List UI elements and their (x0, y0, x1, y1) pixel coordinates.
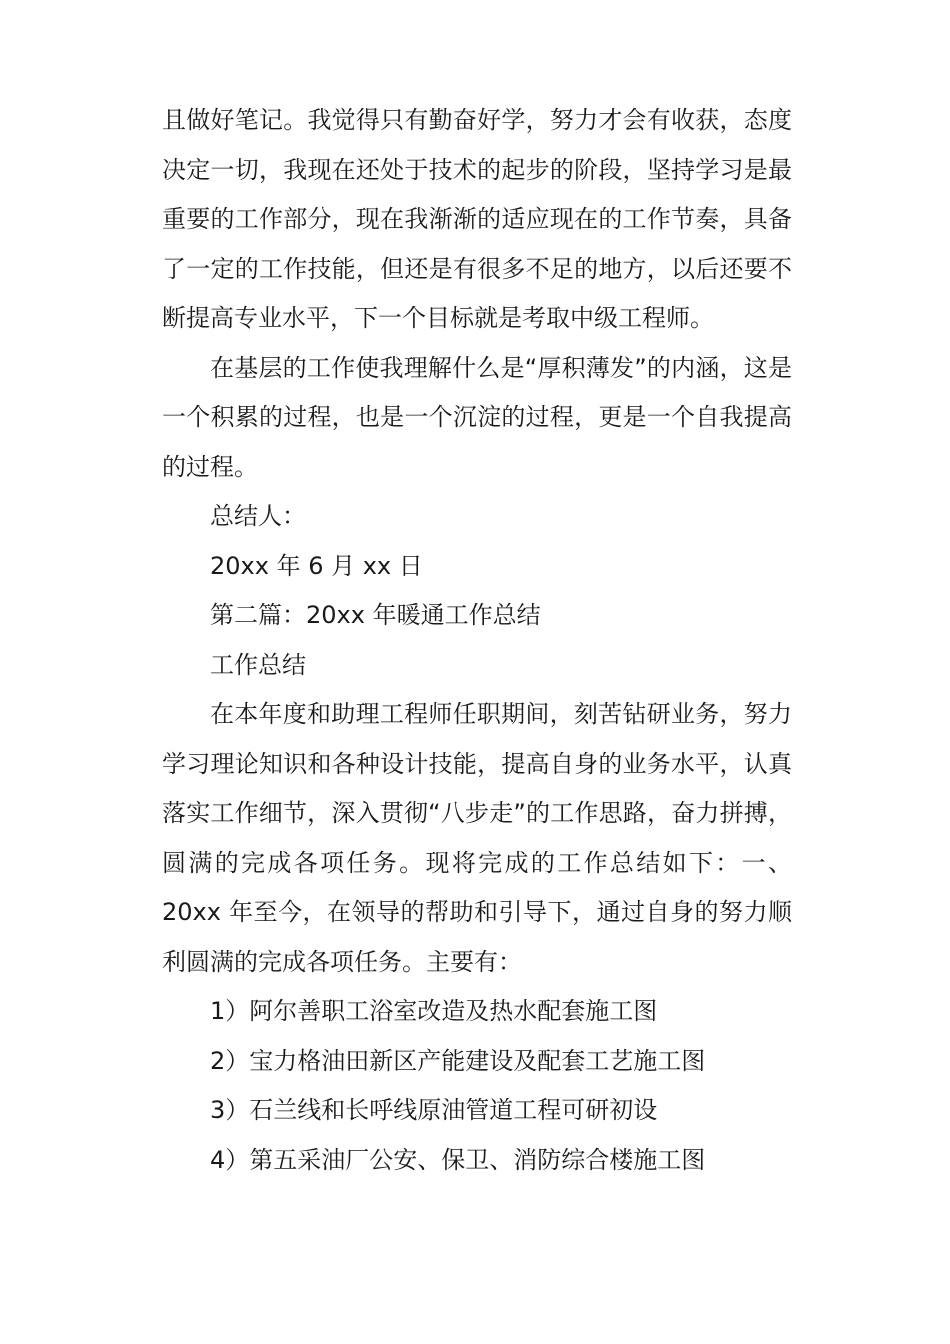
paragraph-grassroots-work: 在基层的工作使我理解什么是“厚积薄发”的内涵，这是一个积累的过程，也是一个沉淀的过程，更是一个自我提高的过程。 (162, 353, 792, 481)
document-body (162, 96, 792, 1185)
list-item-project-1: 1）阿尔善职工浴室改造及热水配套施工图 (210, 997, 658, 1025)
list-item-project-2: 2）宝力格油田新区产能建设及配套工艺施工图 (210, 1046, 706, 1075)
section-heading-work-summary: 工作总结 (210, 650, 306, 679)
summary-author-label: 总结人： (210, 502, 306, 530)
section-title-part-two: 第二篇：20xx 年暖通工作总结 (210, 601, 541, 629)
list-item-project-4: 4）第五采油厂公安、保卫、消防综合楼施工图 (210, 1145, 706, 1174)
list-item-project-3: 3）石兰线和长呼线原油管道工程可研初设 (210, 1096, 658, 1124)
summary-date: 20xx 年 6 月 xx 日 (210, 551, 423, 580)
paragraph-study-notes: 且做好笔记。我觉得只有勤奋好学，努力才会有收获，态度决定一切，我现在还处于技术的起步的阶段，坚持学习是最重要的工作部分，现在我渐渐的适应现在的工作节奏，具备了一定的工作技能，但还是有很多不足的地方，以后还要不断提高专业水平，下一个目标就是考取中级工程师。 (162, 106, 792, 332)
paragraph-annual-work: 在本年度和助理工程师任职期间，刻苦钻研业务，努力学习理论知识和各种设计技能，提高自身的业务水平，认真落实工作细节，深入贯彻“八步走”的工作思路，奋力拼搏，圆满的完成各项任务。现将完成的工作总结如下：一、 20xx 年至今，在领导的帮助和引导下，通过自身的努力顺利圆满的完成各项任务。主要有： (162, 700, 792, 976)
